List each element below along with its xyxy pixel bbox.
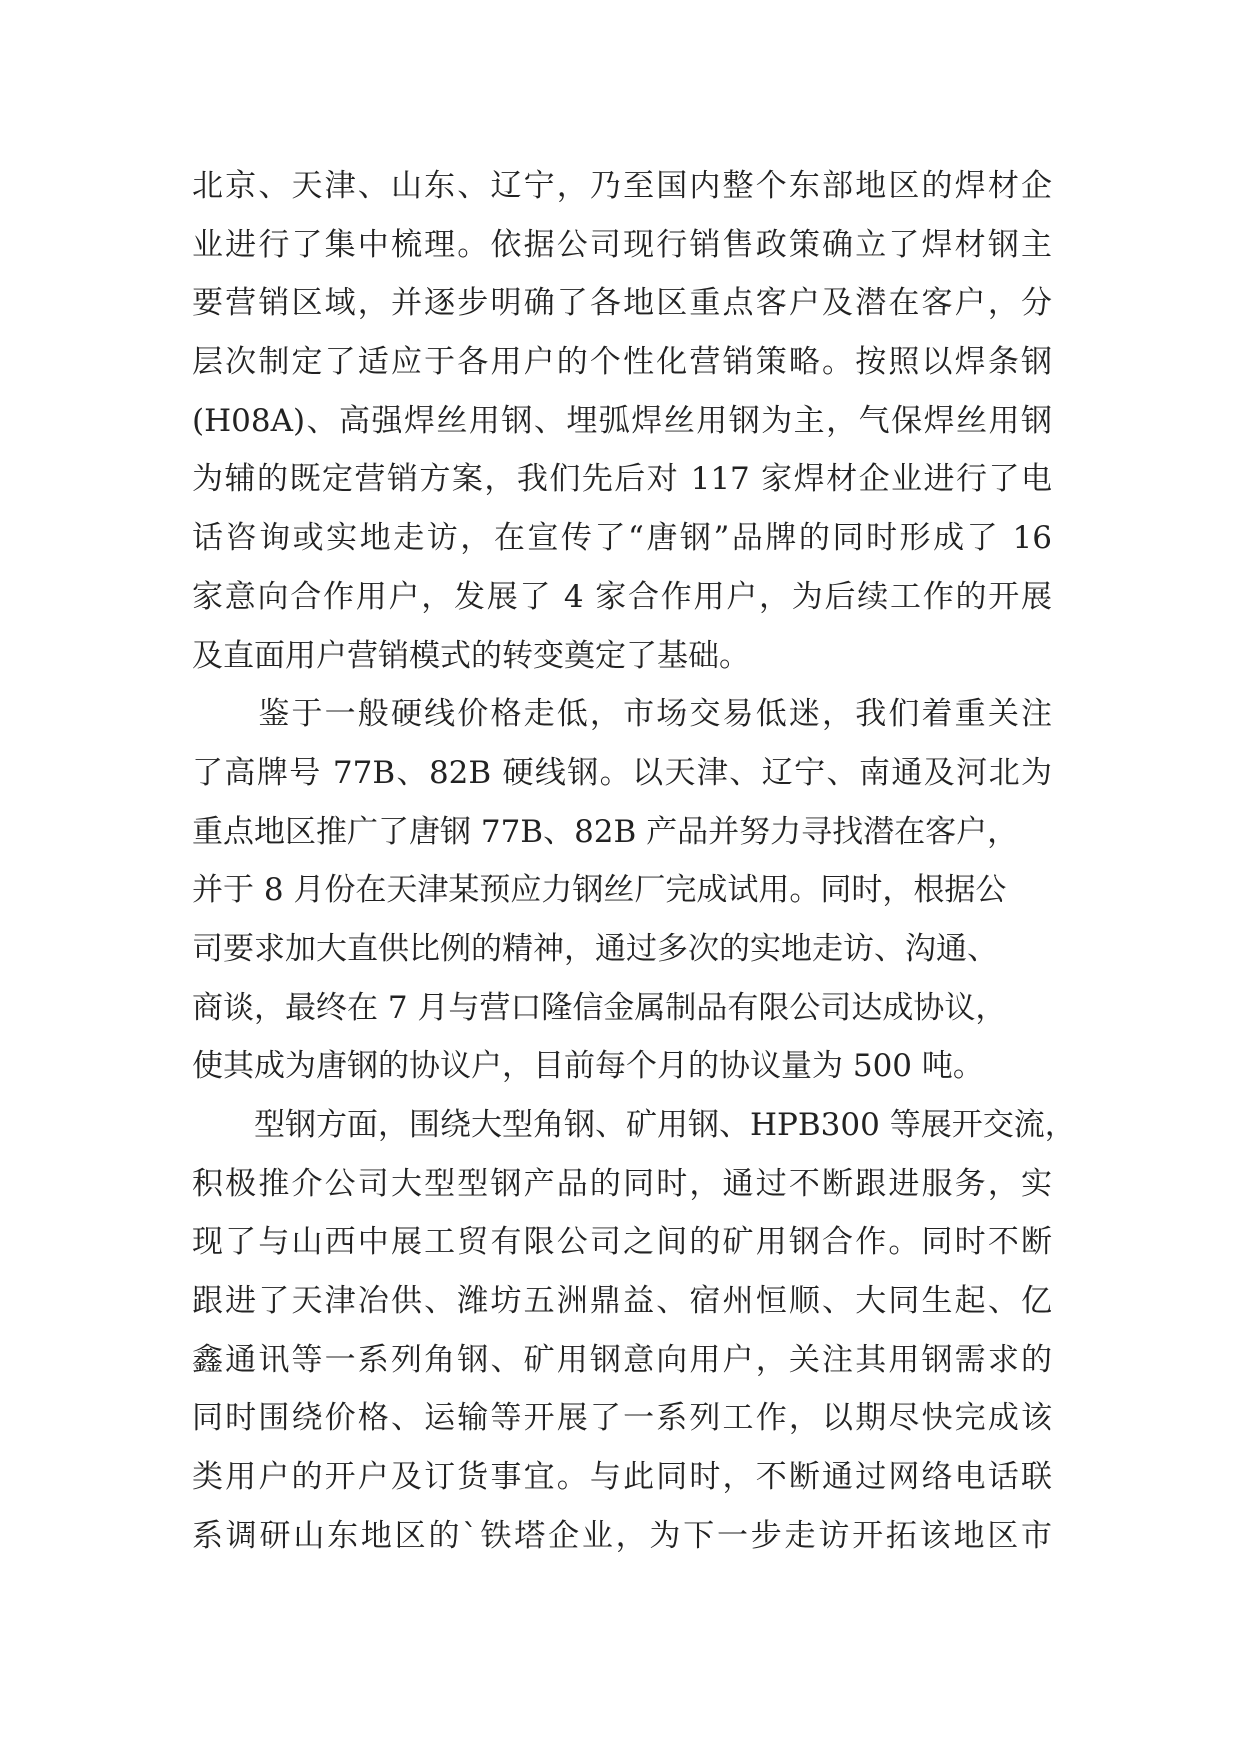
body-text <box>192 157 1076 1566</box>
text-line: 类用户的开户及订货事宜。与此同时，不断通过网络电话联 <box>192 1459 1052 1496</box>
text-line: 及直面用户营销模式的转变奠定了基础。 <box>192 637 750 674</box>
text-line: (H08A)、高强焊丝用钢、埋弧焊丝用钢为主，气保焊丝用钢 <box>192 402 1052 439</box>
text-line: 使其成为唐钢的协议户，目前每个月的协议量为 500 吨。 <box>192 1048 984 1085</box>
text-line: 要营销区域，并逐步明确了各地区重点客户及潜在客户，分 <box>192 285 1052 322</box>
text-line: 鑫通讯等一系列角钢、矿用钢意向用户，关注其用钢需求的 <box>192 1341 1052 1378</box>
text-line: 司要求加大直供比例的精神，通过多次的实地走访、沟通、 <box>192 930 998 967</box>
text-line: 系调研山东地区的`铁塔企业，为下一步走访开拓该地区市 <box>192 1517 1052 1554</box>
text-line: 同时围绕价格、运输等开展了一系列工作，以期尽快完成该 <box>192 1400 1052 1437</box>
text-line: 了高牌号 77B、82B 硬线钢。以天津、辽宁、南通及河北为 <box>192 754 1052 791</box>
text-line: 并于 8 月份在天津某预应力钢丝厂完成试用。同时，根据公 <box>192 872 1007 909</box>
text-line: 商谈，最终在 7 月与营口隆信金属制品有限公司达成协议， <box>192 989 1007 1026</box>
text-line: 现了与山西中展工贸有限公司之间的矿用钢合作。同时不断 <box>192 1224 1052 1261</box>
text-line: 业进行了集中梳理。依据公司现行销售政策确立了焊材钢主 <box>192 226 1052 263</box>
text-line: 积极推介公司大型型钢产品的同时，通过不断跟进服务，实 <box>192 1165 1052 1202</box>
text-line: 北京、天津、山东、辽宁，乃至国内整个东部地区的焊材企 <box>192 168 1052 204</box>
text-line: 话咨询或实地走访，在宣传了“唐钢”品牌的同时形成了 16 <box>192 520 1052 557</box>
text-line: 鉴于一般硬线价格走低，市场交易低迷，我们着重关注 <box>192 696 1052 733</box>
text-line: 型钢方面，围绕大型角钢、矿用钢、HPB300 等展开交流， <box>192 1107 1076 1143</box>
text-line: 跟进了天津冶供、潍坊五洲鼎益、宿州恒顺、大同生起、亿 <box>192 1283 1052 1320</box>
text-line: 层次制定了适应于各用户的个性化营销策略。按照以焊条钢 <box>192 344 1052 381</box>
text-line: 为辅的既定营销方案，我们先后对 117 家焊材企业进行了电 <box>192 461 1052 498</box>
text-line: 家意向合作用户，发展了 4 家合作用户，为后续工作的开展 <box>192 578 1052 615</box>
text-line: 重点地区推广了唐钢 77B、82B 产品并努力寻找潜在客户， <box>192 813 1019 850</box>
